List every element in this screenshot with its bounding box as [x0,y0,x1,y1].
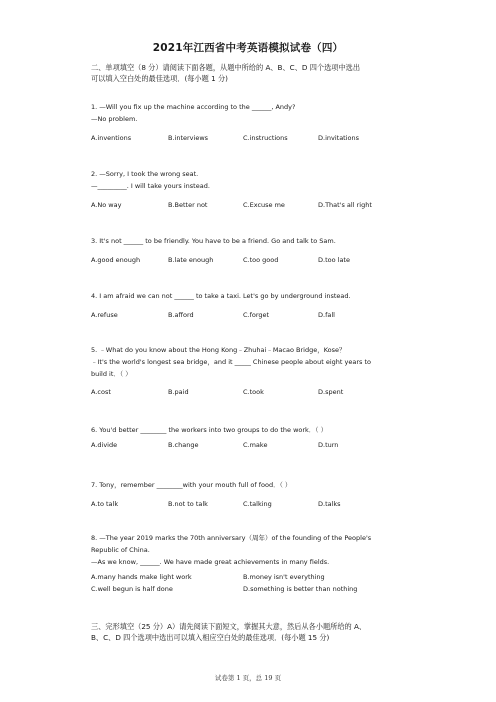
option-b: B.Better not [168,200,208,209]
option-b: B.paid [168,388,189,397]
option-b: B.interviews [168,133,209,142]
option-a: A.divide [91,440,118,449]
option-c: C.talking [243,499,272,508]
question-4 [91,291,431,322]
question-text: 7. Tony，remember ________with your mouth full of food．（ ） [91,481,292,489]
page-title: 2021年江西省中考英语模拟试卷（四） [152,42,344,54]
option-a: A.cost [91,388,111,397]
option-b: B.change [168,440,199,449]
options-row [91,310,431,322]
question-text: Republic of China. [91,545,150,554]
option-d: D.too late [318,255,350,264]
question-text: build it．（ ） [91,369,132,378]
option-d: D.fall [318,310,335,319]
option-d: D.turn [318,440,339,449]
question-1 [91,102,431,145]
section-2-instructions [91,62,431,84]
question-text: —As we know, ______. We have made great achievements in many fields. [91,557,330,566]
section-3-instructions [91,621,431,643]
option-c: C.forget [243,310,270,319]
option-c: C.took [243,388,264,397]
option-c: C.well begun is half done [91,585,173,594]
option-a: A.refuse [91,310,118,319]
options-row [91,200,431,212]
question-text: 1. —Will you fix up the machine according to the ______, Andy? [91,103,296,111]
section-2-line-2: 可以填入空白处的最佳选项．(每小题 1 分) [91,74,228,83]
options-row [91,440,431,452]
page-footer: 试卷第 1 页，总 19 页 [214,674,282,682]
section-2-line-1: 二、单项填空（8 分）请阅读下面各题，从题中所给的 A、B、C、D 四个选项中选出 [91,63,361,72]
question-8 [91,533,431,596]
question-text: —No problem. [91,114,138,123]
option-d: D.invitations [318,133,360,142]
option-a: A.many hands make light work [91,573,192,582]
option-b: B.late enough [168,255,214,264]
option-b: B.not to talk [168,499,208,508]
question-5 [91,345,431,399]
option-b: B.afford [168,310,194,319]
question-6 [91,425,431,452]
option-b: B.money isn't everything [243,573,325,582]
options-row [91,499,431,511]
question-7 [91,480,431,511]
option-a: A.inventions [91,133,132,142]
options-row [91,255,431,267]
option-a: A.to talk [91,499,119,508]
question-text: 5. ﹣What do you know about the Hong Kong﹣Zhuhai﹣Macao Bridge，Kose？ [91,346,346,354]
section-3-line-2: B、C、D 四个选项中选出可以填入相应空白处的最佳选项．(每小题 15 分) [91,633,330,642]
option-c: C.make [243,440,268,449]
option-c: C.too good [243,255,279,264]
options-row [91,572,431,584]
section-3-line-1: 三、完形填空（25 分）A）请先阅读下面短文，掌握其大意，然后从各小题所给的 A、 [91,622,367,631]
question-text: 2. —Sorry, I took the wrong seat. [91,170,199,178]
option-a: A.good enough [91,255,141,264]
question-text: 8. —The year 2019 marks the 70th anniversary（周年）of the founding of the People's [91,534,372,542]
options-row [91,133,431,145]
question-text: 3. It's not ______ to be friendly. You have to be a friend. Go and talk to Sam. [91,237,336,245]
question-text: 6. You'd better ________ the workers into two groups to do the work．（ ） [91,426,328,434]
option-d: D.talks [318,499,341,508]
question-3 [91,236,431,267]
question-2 [91,169,431,212]
option-d: D.That's all right [318,200,372,209]
options-row [91,584,431,596]
question-text: —_________. I will take yours instead. [91,181,210,190]
option-c: C.instructions [243,133,288,142]
option-a: A.No way [91,200,122,209]
option-d: D.spent [318,388,344,397]
question-text: ﹣It's the world's longest sea bridge，and it _____ Chinese people about eight years to [91,357,372,366]
options-row [91,387,431,399]
option-c: C.Excuse me [243,200,285,209]
question-text: 4. I am afraid we can not ______ to take a taxi. Let's go by underground instead. [91,292,351,300]
option-d: D.something is better than nothing [243,585,358,594]
